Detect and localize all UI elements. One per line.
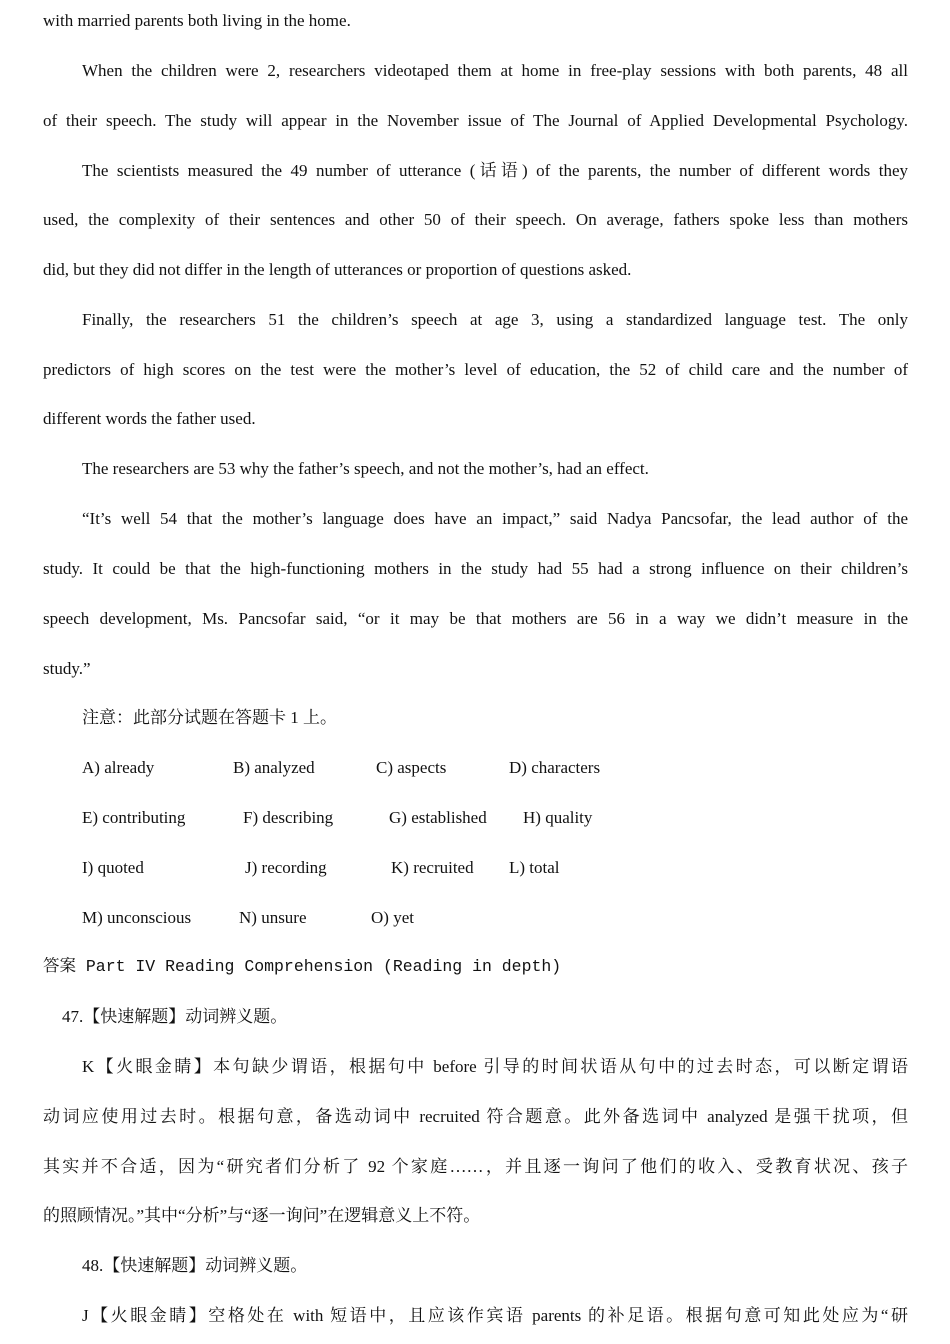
option-item: E) contributing xyxy=(82,808,186,827)
option-item: H) quality xyxy=(523,808,593,827)
answer-line: J【火眼金睛】空格处在 with 短语中，且应该作宾语 parents 的补足语。根据句意可知此处应为“研 xyxy=(82,1306,908,1325)
option-item: I) quoted xyxy=(82,858,144,877)
option-item: N) unsure xyxy=(239,908,307,927)
option-item: C) aspects xyxy=(376,758,447,777)
passage-line: When the children were 2, researchers videotaped them at home in free-play sessions with both parents, 48 all xyxy=(82,61,908,80)
answer-line: K【火眼金睛】本句缺少谓语，根据句中 before 引导的时间状语从句中的过去时态，可以断定谓语 xyxy=(82,1057,908,1076)
passage-line: Finally, the researchers 51 the children’s speech at age 3, using a standardized language test. The only xyxy=(82,310,908,329)
passage-line: speech development, Ms. Pancsofar said, “or it may be that mothers are 56 in a way we didn’t measure in the xyxy=(43,609,908,628)
option-item: L) total xyxy=(509,858,560,877)
option-item: B) analyzed xyxy=(233,758,315,777)
passage-line: did, but they did not differ in the length of utterances or proportion of questions asked. xyxy=(43,260,632,279)
answer-title: 47.【快速解题】动词辨义题。 xyxy=(62,1007,288,1026)
answer-heading: 答案 Part IV Reading Comprehension (Reading in depth) xyxy=(43,957,562,976)
passage-line: with married parents both living in the home. xyxy=(43,11,351,30)
passage-line: of their speech. The study will appear in the November issue of The Journal of Applied Developmental Psychology. xyxy=(43,111,908,130)
passage-line: different words the father used. xyxy=(43,409,256,428)
passage-line: predictors of high scores on the test were the mother’s level of education, the 52 of child care and the number of xyxy=(43,360,908,379)
passage-line: study.” xyxy=(43,659,91,678)
answer-line: 的照顾情况。”其中“分析”与“逐一询问”在逻辑意义上不符。 xyxy=(43,1206,481,1225)
answer-line: 动词应使用过去时。根据句意，备选动词中 recruited 符合题意。此外备选词中 analyzed 是强干扰项，但 xyxy=(43,1107,908,1126)
option-item: J) recording xyxy=(245,858,327,877)
passage-line: study. It could be that the high-functioning mothers in the study had 55 had a strong influence on their children’s xyxy=(43,559,908,578)
answer-sheet-note: 注意：此部分试题在答题卡 1 上。 xyxy=(82,708,337,727)
option-item: M) unconscious xyxy=(82,908,192,927)
option-item: G) established xyxy=(389,808,487,827)
passage-line: “It’s well 54 that the mother’s language does have an impact,” said Nadya Pancsofar, the lead author of the xyxy=(82,509,908,528)
option-item: O) yet xyxy=(371,908,414,927)
answer-line: 其实并不合适，因为“研究者们分析了 92 个家庭……，并且逐一询问了他们的收入、受教育状况、孩子 xyxy=(43,1157,908,1176)
option-item: K) recruited xyxy=(391,858,474,877)
passage-line: The scientists measured the 49 number of utterance (话语) of the parents, the number of different words they xyxy=(82,161,908,180)
option-item: D) characters xyxy=(509,758,601,777)
option-item: A) already xyxy=(82,758,155,777)
passage-line: The researchers are 53 why the father’s speech, and not the mother’s, had an effect. xyxy=(82,459,649,478)
option-item: F) describing xyxy=(243,808,334,827)
answer-title: 48.【快速解题】动词辨义题。 xyxy=(82,1256,308,1275)
passage-line: used, the complexity of their sentences and other 50 of their speech. On average, fathers spoke less than mothers xyxy=(43,210,908,229)
